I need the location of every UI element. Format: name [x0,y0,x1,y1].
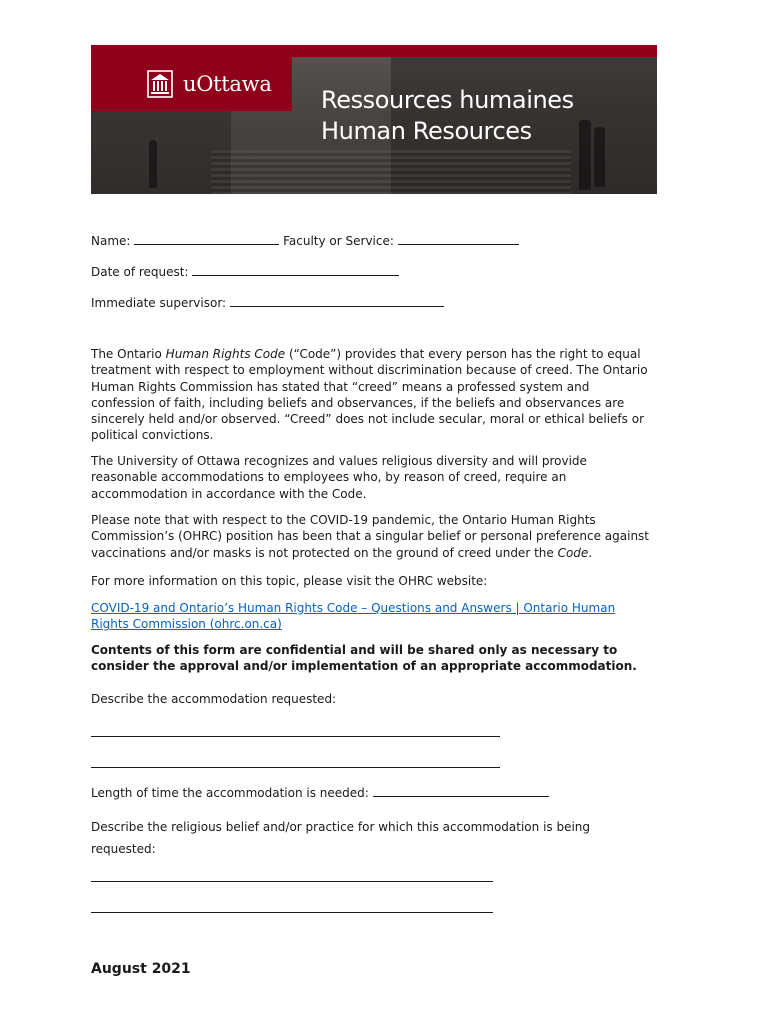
paragraph-covid [91,512,683,561]
paragraph-more-info [91,573,683,589]
ohrc-link-line1[interactable]: COVID-19 and Ontario’s Human Rights Code – Questions and Answers | Ontario Human [91,601,616,615]
logo-text: uOttawa [183,72,272,96]
p1-line2: treatment with respect to employment without discrimination because of creed. The Ontario [91,363,648,378]
belief-line2: requested: [91,842,156,856]
p4-text: For more information on this topic, please visit the OHRC website: [91,574,488,588]
supervisor-field[interactable] [230,295,444,307]
ohrc-link-line2[interactable]: Rights Commission (ohrc.on.ca) [91,617,282,632]
belief-line1: Describe the religious belief and/or practice for which this accommodation is being [91,820,591,834]
p3-line3-suffix: . [588,545,593,560]
date-label: Date of request: [91,265,189,279]
length-label: Length of time the accommodation is needed: [91,786,369,800]
name-field[interactable] [134,233,279,245]
p1-line6: political convictions. [91,428,214,443]
banner-top-stripe [91,45,657,57]
p3-line2: Commission’s (OHRC) position has been that a singular belief or personal preference against [91,529,650,544]
accommodation-answer-line-2[interactable] [91,767,500,768]
paragraph-human-rights-code [91,346,683,444]
p1-line1-rest: (“Code”) provides that every person has the right to equal [285,347,641,361]
belief-answer-line-2[interactable] [91,912,493,913]
describe-label-text: Describe the accommodation requested: [91,692,337,706]
p2-line2: reasonable accommodations to employees who, by reason of creed, require an [91,470,567,485]
p1-code-italic: Human Rights Code [165,347,286,361]
supervisor-row [91,295,444,310]
describe-accommodation-label [91,691,683,707]
uottawa-logo [91,57,292,111]
supervisor-label: Immediate supervisor: [91,296,227,310]
p1-line4: confession of faith, including beliefs and observances, if the beliefs and observances are [91,395,625,410]
belief-answer-line-1[interactable] [91,881,493,882]
banner-person [149,140,157,188]
p2-line3: accommodation in accordance with the Code. [91,486,367,501]
p3-line3-italic: Code [557,545,589,560]
p2-line1: The University of Ottawa recognizes and values religious diversity and will provide [91,454,587,468]
name-label: Name: [91,234,131,248]
paragraph-diversity [91,453,683,502]
accommodation-answer-line-1[interactable] [91,736,500,737]
banner-building-left [91,111,231,194]
length-field[interactable] [373,785,549,797]
faculty-label: Faculty or Service: [283,234,394,248]
p3-line3-prefix: vaccinations and/or masks is not protected on the ground of creed under the [91,545,558,560]
confidentiality-notice [91,642,683,675]
footer-date: August 2021 [91,961,191,977]
date-field[interactable] [192,264,399,276]
header-banner [91,45,657,194]
banner-title [321,85,574,147]
banner-person [579,120,591,190]
length-row [91,785,549,800]
p1-line5: sincerely held and/or observed. “Creed” does not include secular, moral or ethical beliefs or [91,412,645,427]
banner-title-french: Ressources humaines [321,86,574,114]
faculty-field[interactable] [398,233,519,245]
p1-line3: Human Rights Commission has stated that “creed” means a professed system and [91,379,590,394]
p3-line1: Please note that with respect to the COVID-19 pandemic, the Ontario Human Rights [91,513,596,527]
p1-prefix: The Ontario [91,347,166,361]
banner-stairs [211,150,571,194]
religious-belief-label [91,816,683,860]
notice-line2: consider the approval and/or implementation of an appropriate accommodation. [91,659,637,674]
university-building-icon [147,70,173,98]
banner-person [594,127,605,187]
date-row [91,264,399,279]
banner-title-english: Human Resources [321,117,532,145]
ohrc-link[interactable] [91,600,683,633]
notice-line1: Contents of this form are confidential and will be shared only as necessary to [91,643,618,657]
name-faculty-row [91,233,519,248]
